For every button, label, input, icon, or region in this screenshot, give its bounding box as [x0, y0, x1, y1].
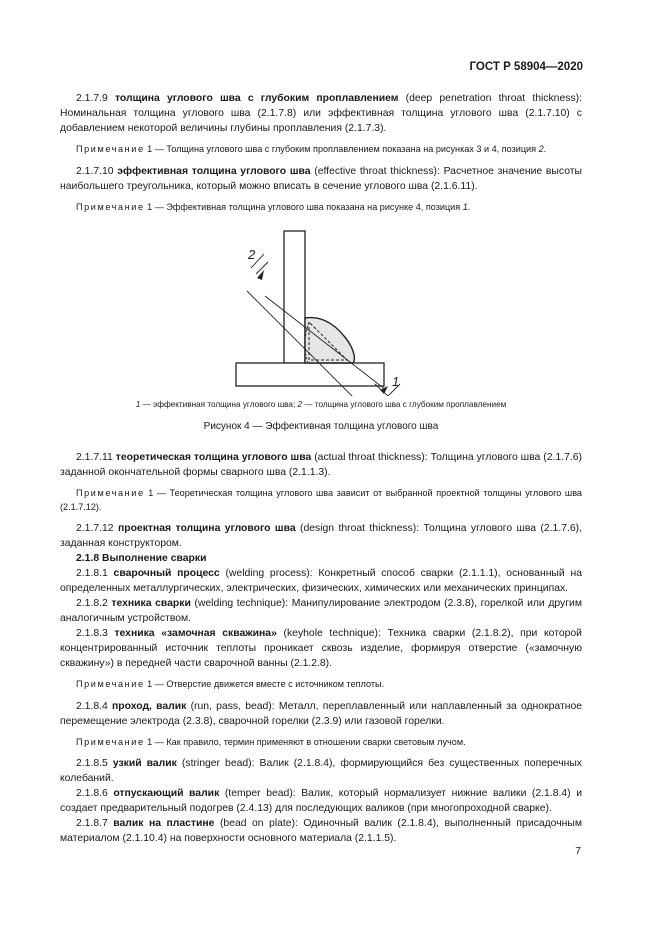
page-content: [60, 91, 582, 846]
arrow-1: [380, 386, 388, 394]
term-2-1-8-5: 2.1.8.5 узкий валик (stringer bead): Валик (2.1.8.4), формирующийся без существенных поперечных колебаний.: [60, 758, 583, 784]
horizontal-plate: [236, 363, 384, 386]
note-2-1-7-10: Примечание 1 — Эффективная толщина углового шва показана на рисунке 4, позиция 1.: [76, 201, 471, 212]
label-1: 1: [392, 374, 400, 389]
note-2-1-8-3: Примечание 1 — Отверстие движется вместе с источником теплоты.: [76, 679, 385, 689]
figure-caption: Рисунок 4 — Эффективная толщина углового шва: [203, 421, 439, 432]
term-2-1-8-1: 2.1.8.1 сварочный процесс (welding process): Конкретный способ сварки (2.1.1.1), основанный на определенных металлургических, электрических, физических, химических или механических принципах.: [60, 568, 582, 594]
term-2-1-8-4: 2.1.8.4 проход, валик (run, pass, bead): Металл, переплавленный или наплавленный за однократное перемещение электрода (2.3.8), сварочной горелки (2.3.9) или газовой горелки.: [60, 700, 583, 727]
term-2-1-8-7: 2.1.8.7 валик на пластине (bead on plate): Одиночный валик (2.1.8.4), выполненный присадочным материалом (2.1.10.4) на поверхности основного материала (2.1.1.5).: [60, 818, 582, 844]
term-2-1-7-10: 2.1.7.10 эффективная толщина углового шва (effective throat thickness): Расчетное значение высоты наибольшего треугольника, который можно вписать в сечение углового шва (2.1.6.11).: [60, 165, 582, 192]
term-2-1-8-2: 2.1.8.2 техника сварки (welding technique): Манипулирование электродом (2.3.8), горелкой или другим аналогичным устройством.: [60, 598, 582, 624]
term-2-1-8-3: 2.1.8.3 техника «замочная скважина» (keyhole technique): Техника сварки (2.1.8.2), при которой концентрированный источник теплоты проникает сквозь изделие, формируя отверстие («замочную скважину») в передней части сварочной ванны (2.1.2.8).: [60, 628, 582, 669]
term-2-1-8-6: 2.1.8.6 отпускающий валик (temper bead): Валик, который нормализует нижние валики (2.1.8.4) и создает предварительный подогрев (2.4.13) для последующих валиков (при многопроходной сварке).: [60, 788, 582, 814]
extension-line-2: [256, 262, 268, 274]
figure-legend: 1 — эффективная толщина углового шва; 2 — толщина углового шва с глубоким проплавлением: [135, 400, 507, 409]
label-2: 2: [248, 247, 256, 262]
figure-4: [60, 226, 582, 396]
note-2-1-7-9: Примечание 1 — Толщина углового шва с глубоким проплавлением показана на рисунках 3 и 4, позиция 2.: [76, 144, 547, 154]
term-2-1-7-11: 2.1.7.11 теоретическая толщина углового шва (actual throat thickness): Толщина углового шва (2.1.7.6) заданной окончательной формы сварного шва (2.1.1.3).: [60, 452, 582, 478]
term-2-1-7-12: 2.1.7.12 проектная толщина углового шва (design throat thickness): Толщина углового шва (2.1.7.6), заданная конструктором.: [60, 523, 582, 549]
fillet-weld-drawing: [60, 226, 582, 396]
section-2-1-8: 2.1.8 Выполнение сварки: [76, 553, 207, 564]
note-2-1-7-11: Примечание 1 — Теоретическая толщина углового шва зависит от выбранной проектной толщины углового шва (2.1.7.12).: [60, 488, 582, 512]
term-2-1-7-9: 2.1.7.9 толщина углового шва с глубоким проплавлением (deep penetration throat thickness): Номинальная толщина углового шва (2.1.7.8) или эффективная толщина углового шва (2.1.7.10) с добавлением некоторой величины глубины проплавления (2.1.7.3).: [60, 93, 582, 134]
vertical-plate: [284, 231, 305, 363]
note-2-1-8-4: Примечание 1 — Как правило, термин применяют в отношении сварки световым лучом.: [76, 736, 466, 747]
page-number: 7: [575, 846, 581, 857]
standard-header: ГОСТ Р 58904—2020: [469, 61, 583, 73]
